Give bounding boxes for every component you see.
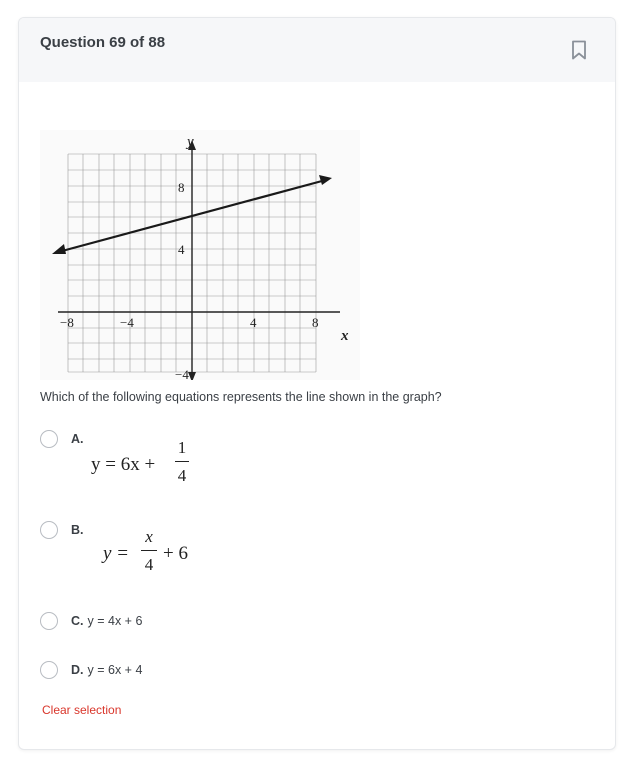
- option-a-equation: [91, 438, 221, 494]
- x-tick-label: −4: [120, 315, 134, 330]
- option-b-letter: B.: [71, 523, 84, 537]
- option-b-denominator: 4: [144, 555, 154, 574]
- x-axis-label: x: [341, 328, 349, 344]
- option-b-expr-right: + 6: [163, 543, 188, 564]
- x-tick-label: 4: [250, 315, 257, 330]
- y-tick-label: 4: [178, 242, 185, 257]
- option-c-text: y = 4x + 6: [87, 614, 143, 628]
- y-tick-label: −4: [175, 367, 189, 380]
- option-b-numerator: x: [145, 527, 153, 546]
- y-axis-label: y: [187, 134, 194, 150]
- graph-background: [40, 130, 360, 380]
- option-d-letter: D.: [71, 663, 84, 677]
- option-c-radio[interactable]: [40, 612, 58, 630]
- option-c-letter: C.: [71, 614, 84, 628]
- clear-selection-link[interactable]: Clear selection: [42, 703, 122, 717]
- option-d[interactable]: [40, 661, 142, 679]
- option-a-expr: y = 6x +: [91, 454, 156, 475]
- option-a-radio[interactable]: [40, 430, 58, 448]
- option-d-radio[interactable]: [40, 661, 58, 679]
- option-b-expr-left: y =: [103, 543, 130, 564]
- option-d-text: y = 6x + 4: [87, 663, 143, 677]
- question-header: [19, 18, 615, 82]
- option-a[interactable]: [40, 430, 84, 448]
- option-b[interactable]: [40, 521, 84, 539]
- option-c[interactable]: [40, 612, 142, 630]
- option-b-fraction-bar: [141, 550, 157, 551]
- question-number: Question 69 of 88: [40, 34, 166, 51]
- option-a-denominator: 4: [177, 466, 187, 485]
- bookmark-icon[interactable]: [571, 40, 587, 60]
- option-a-letter: A.: [71, 432, 84, 446]
- option-b-equation: [103, 527, 223, 583]
- option-b-radio[interactable]: [40, 521, 58, 539]
- line-graph: [40, 130, 360, 380]
- option-a-fraction-bar: [175, 461, 189, 462]
- y-tick-label: 8: [178, 180, 185, 195]
- question-card: [18, 17, 616, 750]
- x-tick-label: −8: [60, 315, 74, 330]
- question-prompt: Which of the following equations represents the line shown in the graph?: [40, 390, 442, 404]
- x-tick-label: 8: [312, 315, 319, 330]
- option-a-numerator: 1: [177, 438, 187, 457]
